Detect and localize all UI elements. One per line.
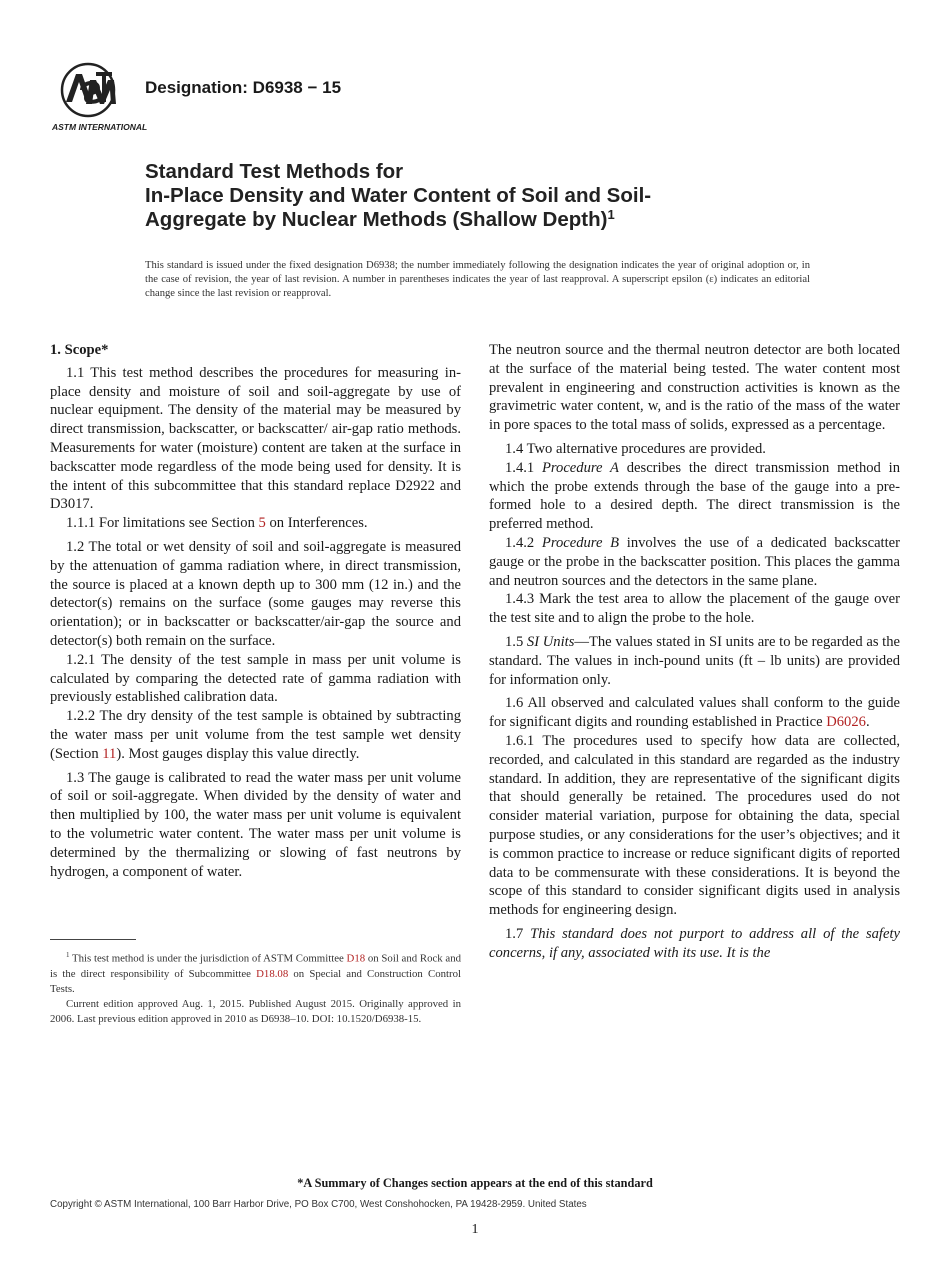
issue-note: This standard is issued under the fixed designation D6938; the number immediately following the designation indicates the year of original adoption or, in the case of revision, the year of last revision. A number in parentheses indicates the year of last reapproval. A superscript epsilon (ε) indicates an editorial change since the last revision or reapproval. [145,260,810,299]
title-line-3: Aggregate by Nuclear Methods (Shallow Depth)$^1$ [145,207,615,231]
para-1-2-1: 1.2.1 The density of the test sample in mass per unit volume is calculated by comparing the detected rate of gamma radiation with previously established calibration data. [50,651,461,706]
para-1-5: 1.5 SI Units—The values stated in SI units are to be regarded as the standard. The values in inch-pound units (ft – lb units) are provided for information only. [489,633,901,688]
para-1-4-3: 1.4.3 Mark the test area to allow the placement of the gauge over the test site and to align the probe to the hole. [489,591,900,627]
footnote-1: $^1$ This test method is under the jurisdiction of ASTM Committee D18 on Soil and Rock and is the direct responsibility of Subcommittee D18.08 on Special and Construction Control Tests. [50,951,461,995]
footnote-rule [50,939,136,940]
document-title [145,160,865,232]
right-column [489,341,900,963]
left-column [50,341,461,881]
title-line-2: In-Place Density and Water Content of Soil and Soil- [145,184,652,207]
para-1-4-1: 1.4.1 Procedure A describes the direct transmission method in which the probe extends through the base of the gauge into a pre-formed hole to a desired depth. The direct transmission is the preferred method. [489,459,900,533]
copyright: Copyright © ASTM International, 100 Barr Harbor Drive, PO Box C700, West Conshohocken, PA 19428-2959. United States [50,1199,587,1210]
section-5-link[interactable]: 5 [258,515,266,532]
footnotes [50,939,461,1027]
para-1-2-2: 1.2.2 The dry density of the test sample is obtained by subtracting the water mass per unit volume from the test sample wet density (Section 11). Most gauges display this value directly. [50,708,461,762]
footnote-edition: Current edition approved Aug. 1, 2015. Published August 2015. Originally approved in 2006. Last previous edition approved in 2010 as D6938–10. DOI: 10.1520/D6938-15. [50,997,461,1025]
para-1-4-2: 1.4.2 Procedure B involves the use of a dedicated backscatter gauge or the probe in the backscatter position. This places the gamma and neutron sources and the detectors in the same plane. [489,534,900,589]
summary-of-changes-note: *A Summary of Changes section appears at the end of this standard [297,1176,653,1190]
para-1-6: 1.6 All observed and calculated values shall conform to the guide for significant digits and rounding established in Practice D6026. [489,695,900,731]
para-1-3: 1.3 The gauge is calibrated to read the water mass per unit volume of soil or soil-aggregate. When divided by the density of water and then multiplied by 100, the water mass per unit volume is equivalent to the volumetric water content. The water mass per unit volume is determined by the thermalizing or slowing of fast neutrons by hydrogen, a component of water. [50,769,461,880]
page-number: 1 [471,1222,479,1237]
d6026-link[interactable]: D6026 [826,714,866,731]
title-line-1: Standard Test Methods for [145,160,404,183]
title-footnote-mark: 1 [607,207,615,222]
para-1-4: 1.4 Two alternative procedures are provided. [505,440,766,457]
para-1-7: 1.7 This standard does not purport to address all of the safety concerns, if any, associated with its use. It is the [489,925,900,961]
section-heading-scope: 1. Scope* [50,342,109,358]
para-1-3-cont: The neutron source and the thermal neutron detector are both located at the surface of the material being tested. The water content most prevalent in engineering and construction activities is known as the gravimetric water content, w, and is the ratio of the mass of the water in pore spaces to the total mass of solids, expressed as a percentage. [489,342,900,434]
d18-08-link[interactable]: D18.08 [256,967,289,980]
para-1-6-1: 1.6.1 The procedures used to specify how data are collected, recorded, and calculated in this standard are regarded as the industry standard. In addition, they are representative of the significant digits that should generally be retained. The procedures used do not consider material variation, purpose for obtaining the data, special purpose studies, or any considerations for the user’s objectives; and it is common practice to increase or reduce significant digits of reported data to be commensurate with these considerations. It is beyond the scope of this standard to consider significant digits used in analysis methods for engineering design. [489,732,900,919]
astm-logo [52,60,148,134]
para-1-1-1: 1.1.1 For limitations see Section 5 on Interferences. [66,515,368,532]
logo-text: ASTM INTERNATIONAL [52,122,148,132]
d18-link[interactable]: D18 [346,952,366,965]
para-1-1: 1.1 This test method describes the procedures for measuring in-place density and moisture of soil and soil-aggregate by use of nuclear equipment. The density of the material may be measured by direct transmission, backscatter, or backscatter/ air-gap ratio methods. Measurements for water (moisture) content are taken at the surface in backscatter mode regardless of the mode being used for density. It is the intent of this subcommittee that this standard replace D2922 and D3017. [50,364,461,513]
designation: Designation: D6938 − 15 [145,78,342,97]
section-11-link[interactable]: 11 [102,745,117,762]
para-1-2: 1.2 The total or wet density of soil and soil-aggregate is measured by the attenuation of gamma radiation where, in direct transmission, the source is placed at a known depth up to 300 mm (12 in.) and the detector(s) remains on the surface (some gauges may reverse this orientation); or in backscatter or backscatter/air-gap the source and detector(s) both remain on the surface. [50,538,461,649]
